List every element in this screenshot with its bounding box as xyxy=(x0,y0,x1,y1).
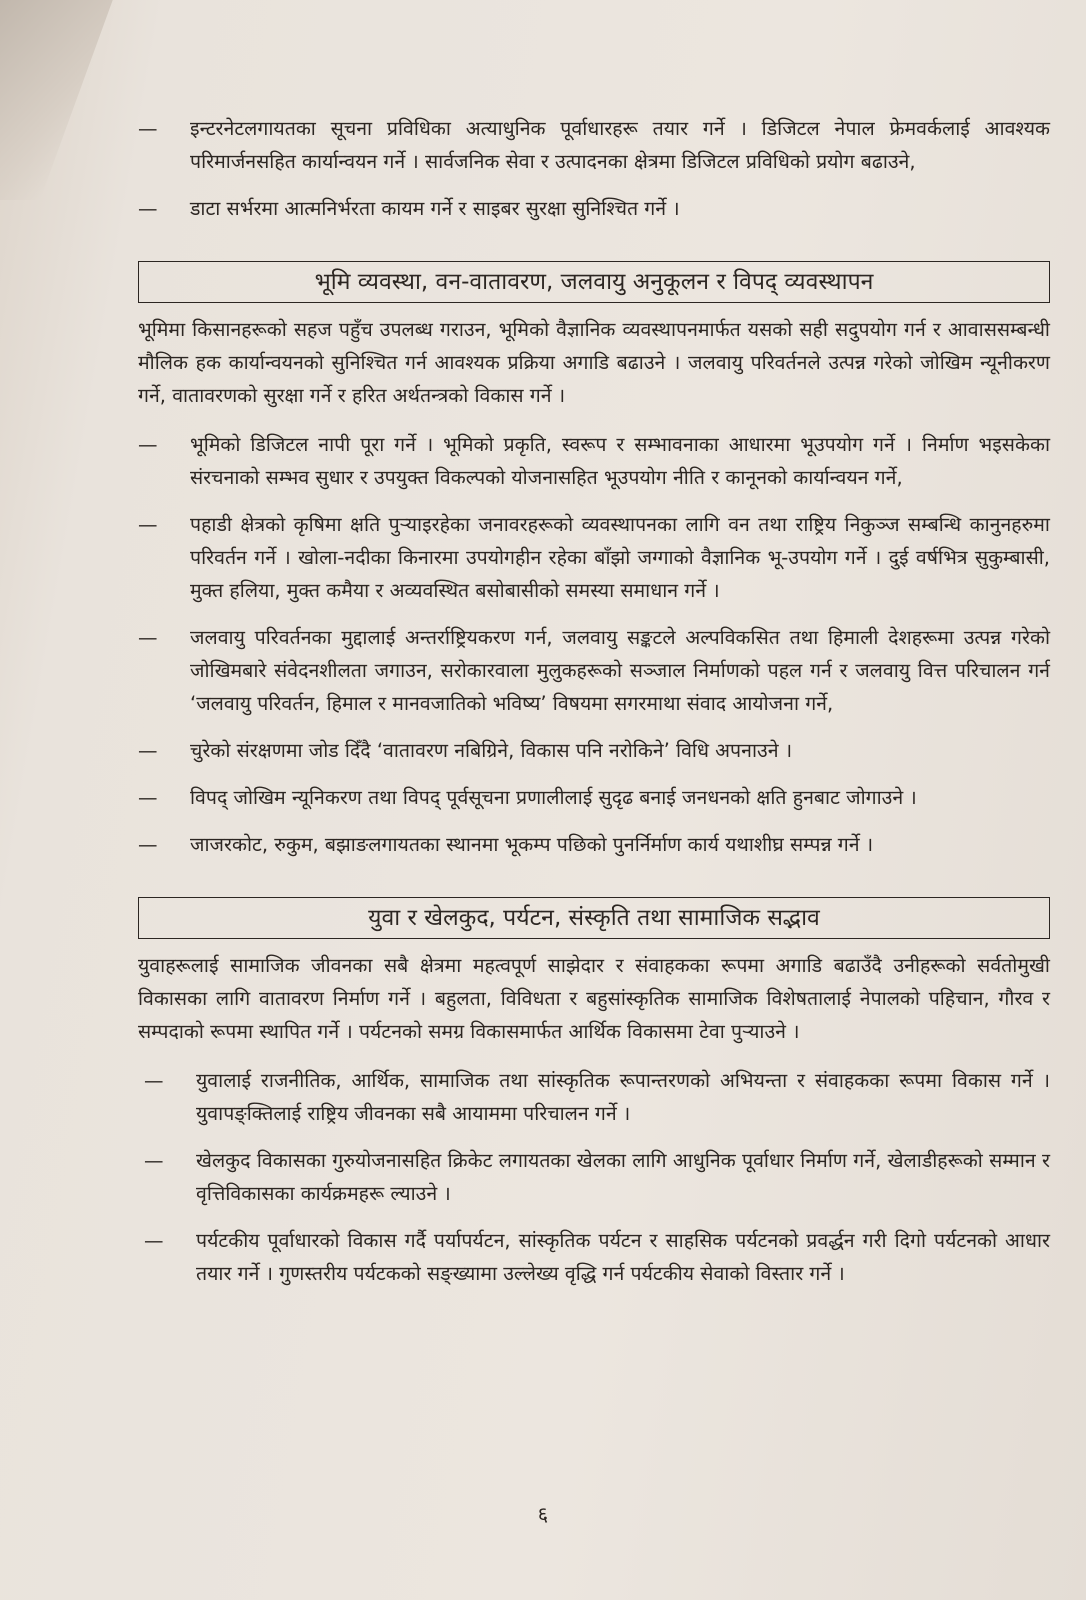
list-item-text: पहाडी क्षेत्रको कृषिमा क्षति पुऱ्याइरहेका जनावरहरूको व्यवस्थापनका लागि वन तथा राष्ट्रिय निकुञ्ज सम्बन्धि कानुनहरुमा परिवर्तन गर्ने । खोला-नदीका किनारमा उपयोगहीन रहेका बाँझो जग्गाको वैज्ञानिक भू-उपयोग गर्ने । दुई वर्षभित्र सुकुम्बासी, मुक्त हलिया, मुक्त कमैया र अव्यवस्थित बसोबासीको समस्या समाधान गर्ने । xyxy=(190,513,1050,602)
list-item xyxy=(138,428,1050,494)
list-item xyxy=(144,1224,1050,1290)
list-item-text: खेलकुद विकासका गुरुयोजनासहित क्रिकेट लगायतका खेलका लागि आधुनिक पूर्वाधार निर्माण गर्ने, खेलाडीहरूको सम्मान र वृत्तिविकासका कार्यक्रमहरू ल्याउने । xyxy=(196,1149,1050,1205)
dash-bullet: — xyxy=(144,1149,164,1172)
list-item-text: इन्टरनेटलगायतका सूचना प्रविधिका अत्याधुनिक पूर्वाधारहरू तयार गर्ने । डिजिटल नेपाल फ्रेमवर्कलाई आवश्यक परिमार्जनसहित कार्यान्वयन गर्ने । सार्वजनिक सेवा र उत्पादनका क्षेत्रमा डिजिटल प्रविधिको प्रयोग बढाउने, xyxy=(190,117,1050,173)
list-item-text: पर्यटकीय पूर्वाधारको विकास गर्दै पर्यापर्यटन, सांस्कृतिक पर्यटन र साहसिक पर्यटनको प्रवर्द्धन गरी दिगो पर्यटनको आधार तयार गर्ने । गुणस्तरीय पर्यटकको सङ्ख्यामा उल्लेख्य वृद्धि गर्न पर्यटकीय सेवाको विस्तार गर्ने । xyxy=(196,1229,1050,1285)
list-item-text: जाजरकोट, रुकुम, बझाङलगायतका स्थानमा भूकम्प पछिको पुनर्निर्माण कार्य यथाशीघ्र सम्पन्न गर्ने । xyxy=(190,833,874,856)
list-item xyxy=(144,1064,1050,1130)
dash-bullet: — xyxy=(138,197,158,220)
dash-bullet: — xyxy=(138,117,158,140)
list-item xyxy=(144,1144,1050,1210)
list-item xyxy=(138,192,1050,225)
section-intro-paragraph: भूमिमा किसानहरूको सहज पहुँच उपलब्ध गराउन, भूमिको वैज्ञानिक व्यवस्थापनमार्फत यसको सही सदुपयोग गर्न र आवाससम्बन्धी मौलिक हक कार्यान्वयनको सुनिश्चित गर्न आवश्यक प्रक्रिया अगाडि बढाउने । जलवायु परिवर्तनले उत्पन्न गरेको जोखिम न्यूनीकरण गर्ने, वातावरणको सुरक्षा गर्ने र हरित अर्थतन्त्रको विकास गर्ने । xyxy=(138,318,1050,407)
list-item-text: जलवायु परिवर्तनका मुद्दालाई अन्तर्राष्ट्रियकरण गर्न, जलवायु सङ्कटले अल्पविकसित तथा हिमाली देशहरूमा उत्पन्न गरेको जोखिमबारे संवेदनशीलता जगाउन, सरोकारवाला मुलुकहरूको सञ्जाल निर्माणको पहल गर्न र जलवायु वित्त परिचालन गर्न ‘जलवायु परिवर्तन, हिमाल र मानवजातिको भविष्य’ विषयमा सगरमाथा संवाद आयोजना गर्ने, xyxy=(190,626,1050,715)
dash-bullet: — xyxy=(144,1069,164,1092)
list-item-text: युवालाई राजनीतिक, आर्थिक, सामाजिक तथा सांस्कृतिक रूपान्तरणको अभियन्ता र संवाहकका रूपमा विकास गर्ने । युवापङ्क्तिलाई राष्ट्रिय जीवनका सबै आयाममा परिचालन गर्ने । xyxy=(196,1069,1050,1125)
dash-bullet: — xyxy=(138,739,158,762)
list-item xyxy=(138,112,1050,178)
list-item xyxy=(138,828,1050,861)
page-number: ६ xyxy=(537,1502,549,1526)
page-fold-shadow xyxy=(0,0,120,200)
list-item-text: चुरेको संरक्षणमा जोड दिँदै ‘वातावरण नबिग्रिने, विकास पनि नरोकिने’ विधि अपनाउने । xyxy=(190,739,793,762)
list-item xyxy=(138,734,1050,767)
list-item-text: डाटा सर्भरमा आत्मनिर्भरता कायम गर्ने र साइबर सुरक्षा सुनिश्चित गर्ने । xyxy=(190,197,680,220)
section-heading-youth-tourism: युवा र खेलकुद, पर्यटन, संस्कृति तथा सामाजिक सद्भाव xyxy=(138,897,1050,939)
list-item-text: विपद् जोखिम न्यूनिकरण तथा विपद् पूर्वसूचना प्रणालीलाई सुदृढ बनाई जनधनको क्षति हुनबाट जोगाउने । xyxy=(190,786,917,809)
list-item xyxy=(138,508,1050,607)
section-heading-land-environment: भूमि व्यवस्था, वन-वातावरण, जलवायु अनुकूलन र विपद् व्यवस्थापन xyxy=(138,261,1050,303)
dash-bullet: — xyxy=(138,626,158,649)
dash-bullet: — xyxy=(144,1229,164,1252)
dash-bullet: — xyxy=(138,433,158,456)
page-content xyxy=(138,112,1050,1304)
dash-bullet: — xyxy=(138,513,158,536)
dash-bullet: — xyxy=(138,833,158,856)
dash-bullet: — xyxy=(138,786,158,809)
list-item xyxy=(138,781,1050,814)
section-intro-paragraph: युवाहरूलाई सामाजिक जीवनका सबै क्षेत्रमा महत्वपूर्ण साझेदार र संवाहकका रूपमा अगाडि बढाउँदै उनीहरूको सर्वतोमुखी विकासका लागि वातावरण निर्माण गर्ने । बहुलता, विविधता र बहुसांस्कृतिक सामाजिक विशेषतालाई नेपालको पहिचान, गौरव र सम्पदाको रूपमा स्थापित गर्ने । पर्यटनको समग्र विकासमार्फत आर्थिक विकासमा टेवा पुऱ्याउने । xyxy=(138,954,1050,1043)
list-item xyxy=(138,621,1050,720)
list-item-text: भूमिको डिजिटल नापी पूरा गर्ने । भूमिको प्रकृति, स्वरूप र सम्भावनाका आधारमा भूउपयोग गर्ने । निर्माण भइसकेका संरचनाको सम्भव सुधार र उपयुक्त विकल्पको योजनासहित भूउपयोग नीति र कानूनको कार्यान्वयन गर्ने, xyxy=(190,433,1050,489)
